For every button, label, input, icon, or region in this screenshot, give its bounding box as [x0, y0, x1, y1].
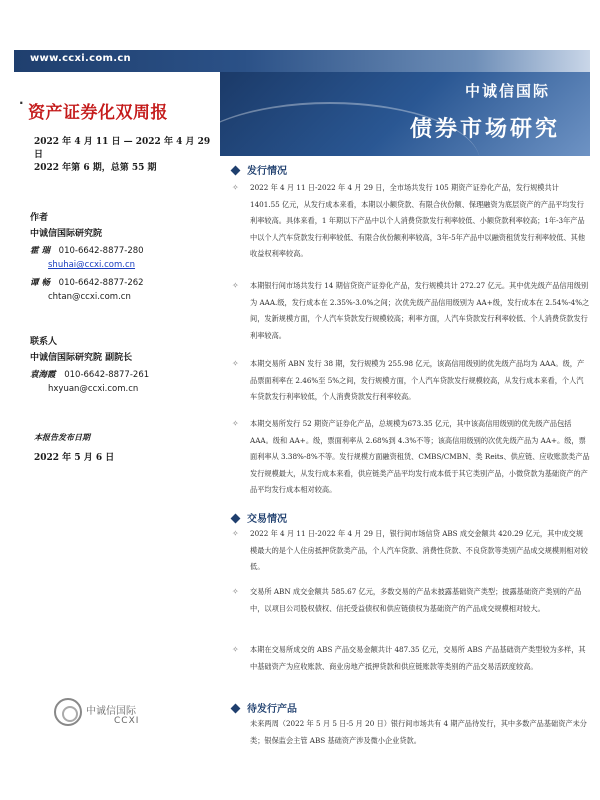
issue-number: 2022 年第 6 期，总第 55 期 — [34, 163, 157, 173]
logo-en: CCXI — [114, 716, 140, 726]
author1-line — [30, 244, 144, 256]
diamond-icon — [231, 704, 241, 714]
bullet-icon: ✧ — [232, 281, 239, 290]
diamond-icon — [231, 514, 241, 524]
author1-phone: 010-6642-8877-280 — [58, 246, 144, 256]
site-url: www.ccxi.com.cn — [30, 53, 131, 64]
bullet-icon: ✧ — [232, 529, 239, 538]
bullet-icon: ✧ — [232, 359, 239, 368]
pending-text-1: 未来两周（2022 年 5 月 5 日-5 月 20 日）银行间市场共有 4 期产品待发行，其中多数产品基础资产未分类；银保监会主管 ABS 基础资产涉及微小企业贷款。 — [250, 719, 587, 745]
author2-email[interactable]: chtan@ccxi.com.cn — [48, 292, 131, 302]
issuance-para-1 — [228, 180, 590, 263]
trading-para-1 — [228, 526, 590, 576]
publish-date: 2022 年 5 月 6 日 — [34, 453, 115, 463]
diamond-icon — [231, 166, 241, 176]
logo-cn: 中诚信国际 — [86, 706, 136, 717]
issuance-text-3: 本期交易所 ABN 发行 38 期，发行规模为 255.98 亿元，该高信用级别的优先级产品均为 AAA。级，产品票面利率在 2.46%至 5%之间，发行规模方面，个人汽车贷款发行规模较高，从发行成本来看，个人汽车贷款发行利率较低，个人消费贷款发行利率较高。 — [250, 359, 585, 401]
issuance-para-4 — [228, 416, 590, 499]
ccxi-logo — [54, 694, 164, 734]
issuance-para-2 — [228, 278, 590, 344]
title-dot: · — [19, 96, 25, 110]
logo-mark-icon — [54, 698, 82, 726]
trading-para-2 — [228, 584, 590, 617]
date-range: 2022 年 4 月 11 日 — 2022 年 4 月 29 日 — [34, 137, 211, 160]
author1-email[interactable]: shuhai@ccxi.com.cn — [48, 260, 136, 270]
section-trading-title: 交易情况 — [247, 514, 287, 525]
issuance-text-1: 2022 年 4 月 11 日-2022 年 4 月 29 日，全市场共发行 105 期资产证券化产品，发行规模共计 1401.55 亿元，从发行成本来看，本期以小额贷款、有限合伙份额、保理融资为底层资产的产品平均发行利率较高。具体来看，1 年期以下产品中以个人消费贷款发行利率较低、小额贷款利率较高；1年-3年产品中以个人汽车贷款发行利率较低、有限合伙份额利率较高，3年-5年产品中以融资租赁发行利率较低、其他收益权利率较高。 — [250, 183, 586, 258]
section-pending-heading — [228, 700, 297, 715]
issuance-text-4: 本期交易所发行 52 期资产证券化产品，总规模为673.35 亿元，其中该高信用级别的优先级产品包括 AAA。级和 AA+。级，票面利率从 2.68%到 4.3%不等；该高信用级别的次优先级产品为 AA+。级，票面利率从 3.38%-8%不等。发行规模方面融资租赁、CMBS/CMBN、类 Reits、供应链、应收账款类产品发行规模最大，从发行成本来看，供应链类产品平均发行成本低于其它类别产品，小微贷款为基础资产的产品平均发行成本相对较高。 — [250, 419, 590, 494]
bullet-icon: ✧ — [232, 419, 239, 428]
pending-para-1 — [228, 716, 590, 749]
banner-subtitle: 债券市场研究 — [409, 116, 560, 142]
issuance-para-3 — [228, 356, 590, 406]
issuance-text-2: 本期银行间市场共发行 14 期信贷资产证券化产品，发行规模共计 272.27 亿元。其中优先级产品信用级别为 AAA.级，发行成本在 2.35%-3.0%之间；次优先级产品信用级别为 AA+级，发行成本在 2.54%-4%之间，发新规模方面，个人汽车贷款发行规模较高；利率方面，人汽车贷款发行利率较低、个人消费贷款发行利率较高。 — [250, 281, 590, 340]
section-pending-title: 待发行产品 — [247, 704, 297, 715]
trading-text-2: 交易所 ABN 成交金额共 585.67 亿元，多数交易的产品未披露基础资产类型；披露基础资产类别的产品中，以项目公司股权债权、信托受益债权和供应链债权为基础资产的产品成交规模相对较大。 — [250, 587, 582, 613]
author2-line — [30, 276, 144, 288]
authors-org: 中诚信国际研究院 — [30, 229, 103, 239]
trading-para-3 — [228, 642, 590, 675]
section-issuance-heading — [228, 162, 287, 177]
report-title — [19, 96, 168, 123]
author1-name: 霍 瑞 — [30, 246, 50, 256]
publish-date-label: 本报告发布日期 — [34, 432, 90, 442]
top-bar — [0, 0, 600, 70]
left-column — [14, 72, 219, 800]
contact-phone: 010-6642-8877-261 — [64, 370, 150, 380]
bullet-icon: ✧ — [232, 183, 239, 192]
section-trading-heading — [228, 510, 287, 525]
contact-line — [30, 368, 149, 380]
author2-phone: 010-6642-8877-262 — [58, 278, 144, 288]
contact-name: 袁海霞 — [30, 370, 56, 380]
author2-name: 谭 畅 — [30, 278, 50, 288]
trading-text-3: 本期在交易所成交的 ABS 产品交易金额共计 487.35 亿元，交易所 ABS 产品基础资产类型较为多样，其中基础资产为应收账款、商业房地产抵押贷款和供应链账款等类别的产品交易活跃度较高。 — [250, 645, 586, 671]
contact-org: 中诚信国际研究院 副院长 — [30, 353, 133, 363]
authors-label: 作者 — [30, 213, 49, 223]
banner — [220, 72, 590, 156]
contact-email[interactable]: hxyuan@ccxi.com.cn — [48, 384, 139, 394]
banner-org: 中诚信国际 — [464, 82, 550, 100]
bullet-icon: ✧ — [232, 645, 239, 654]
section-issuance-title: 发行情况 — [247, 166, 287, 177]
bullet-icon: ✧ — [232, 587, 239, 596]
report-title-text: 资产证券化双周报 — [28, 103, 168, 123]
contact-label: 联系人 — [30, 337, 58, 347]
trading-text-1: 2022 年 4 月 11 日-2022 年 4 月 29 日，银行间市场信贷 ABS 成交金额共 420.29 亿元，其中成交规模最大的是个人住房抵押贷款类产品，个人汽车贷款、消费性贷款、不良贷款等类别产品成交规模则相对较低。 — [250, 529, 588, 571]
